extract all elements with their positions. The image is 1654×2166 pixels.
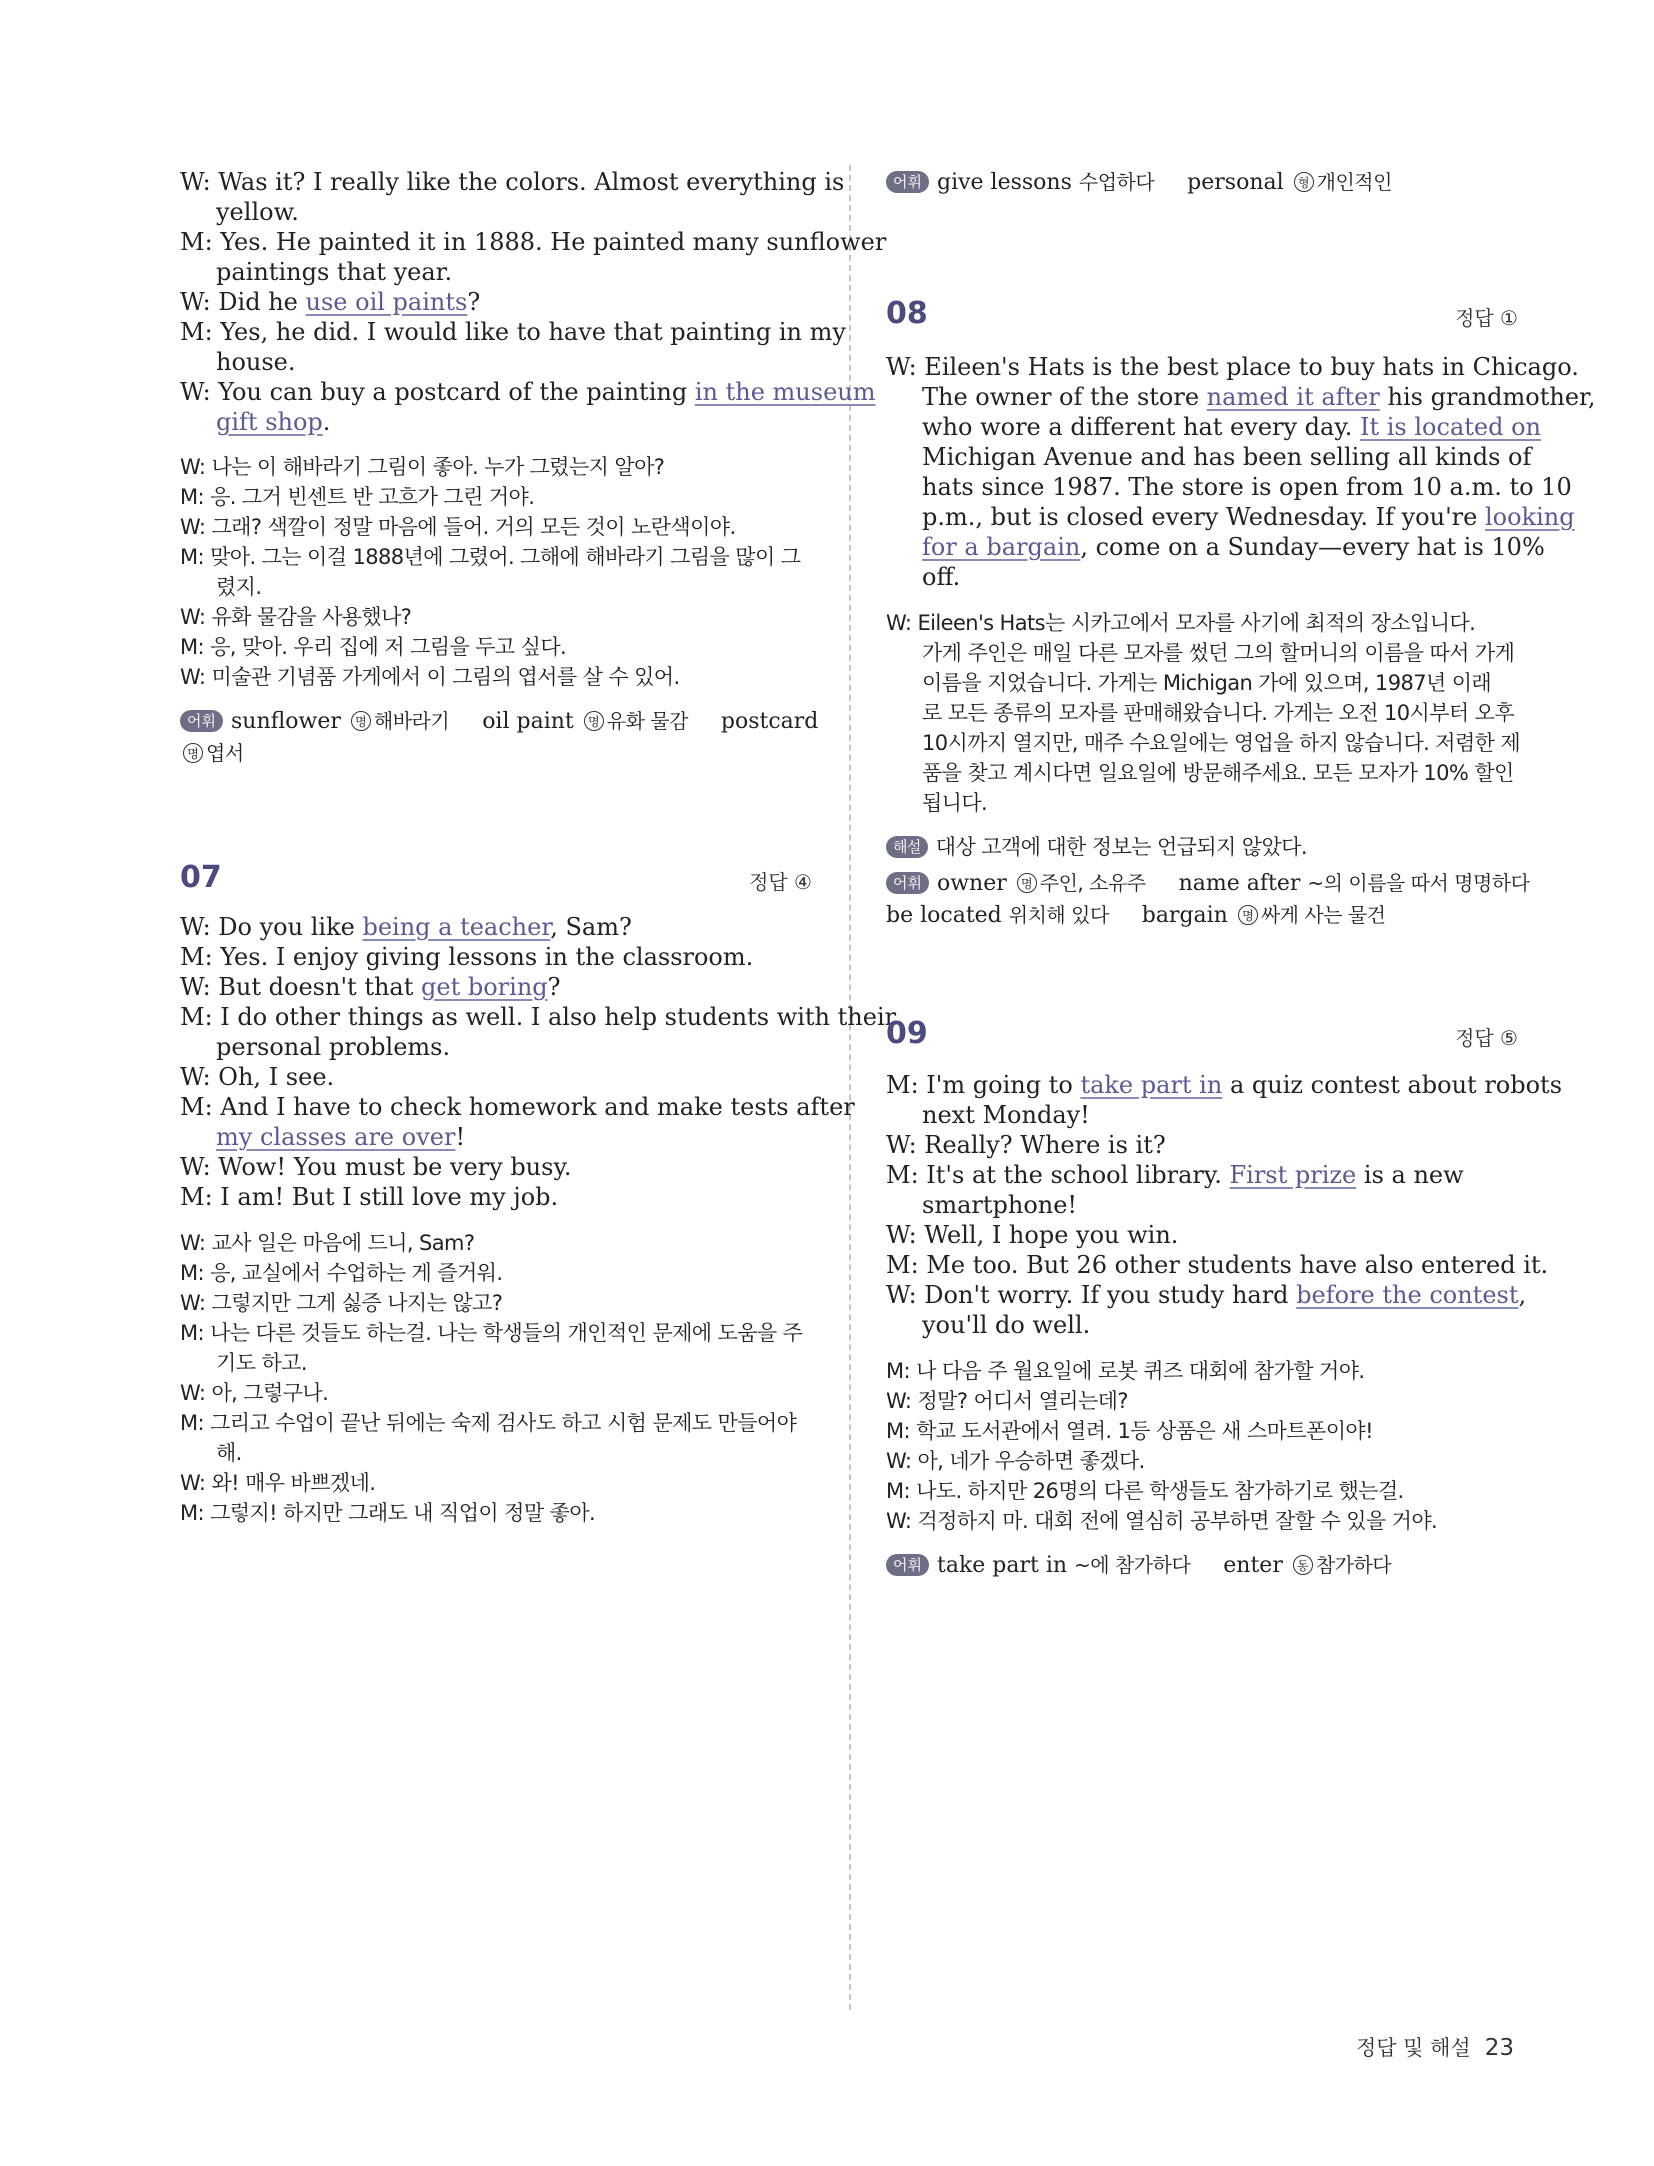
adjective-mark-icon: 형 xyxy=(1294,172,1314,192)
translation-line: W: 교사 일은 마음에 드니, Sam? xyxy=(180,1231,475,1255)
dialogue-line: off. xyxy=(922,563,961,591)
noun-mark-icon: 명 xyxy=(183,743,203,763)
question-number: 07 xyxy=(180,860,222,895)
question-number: 09 xyxy=(886,1016,928,1051)
vocabulary-line: 어휘 take part in ~에 참가하다 enter 동 참가하다 xyxy=(886,1550,1518,1581)
translation-line: W: 미술관 기념품 가게에서 이 그림의 엽서를 살 수 있어. xyxy=(180,665,680,689)
dialogue-line: M: I'm going to take part in a quiz contest about robots xyxy=(886,1071,1563,1099)
translation-line: W: 아, 네가 우승하면 좋겠다. xyxy=(886,1449,1145,1473)
translation-line: W: 정말? 어디서 열리는데? xyxy=(886,1389,1128,1413)
dialogue-line: M: And I have to check homework and make tests after xyxy=(180,1093,855,1121)
answer-label: 정답 ① xyxy=(1455,306,1518,330)
dialogue-line: gift shop. xyxy=(216,408,331,436)
dialogue-line: next Monday! xyxy=(922,1101,1090,1129)
translation-line: M: 그렇지! 하지만 그래도 내 직업이 정말 좋아. xyxy=(180,1501,596,1525)
vocab-badge: 어휘 xyxy=(886,872,929,894)
translation-line: M: 응, 교실에서 수업하는 게 즐거워. xyxy=(180,1261,503,1285)
dialogue-line: who wore a different hat every day. It is located on xyxy=(922,413,1541,441)
translation-line: M: 응. 그거 빈센트 반 고흐가 그린 거야. xyxy=(180,485,535,509)
dialogue-line: W: Do you like being a teacher, Sam? xyxy=(180,913,632,941)
dialogue-line: yellow. xyxy=(216,198,299,226)
dialogue-line: W: Well, I hope you win. xyxy=(886,1221,1179,1249)
translation-line: 10시까지 열지만, 매주 수요일에는 영업을 하지 않습니다. 저렴한 제 xyxy=(922,731,1521,755)
translation-line: W: 아, 그렇구나. xyxy=(180,1381,329,1405)
dialogue-line: M: Yes. I enjoy giving lessons in the classroom. xyxy=(180,943,754,971)
vocab-badge: 어휘 xyxy=(180,710,223,732)
dialogue-line: M: Yes. He painted it in 1888. He painted many sunflower xyxy=(180,228,887,256)
blank-answer: use oil paints xyxy=(305,288,468,316)
dialogue-line: W: But doesn't that get boring? xyxy=(180,973,561,1001)
dialogue-line: my classes are over! xyxy=(216,1123,466,1151)
dialogue-line: W: You can buy a postcard of the painting in the museum xyxy=(180,378,876,406)
dialogue-line: you'll do well. xyxy=(922,1311,1091,1339)
question-number: 08 xyxy=(886,296,928,331)
dialogue-line: M: Me too. But 26 other students have also entered it. xyxy=(886,1251,1549,1279)
translation-line: M: 나 다음 주 월요일에 로봇 퀴즈 대회에 참가할 거야. xyxy=(886,1359,1365,1383)
page-number: 23 xyxy=(1484,2035,1514,2061)
blank-answer: First prize xyxy=(1229,1161,1357,1189)
translation-line: 해. xyxy=(216,1441,242,1465)
dialogue-line: hats since 1987. The store is open from 10 a.m. to 10 xyxy=(922,473,1572,501)
blank-answer: in the museum xyxy=(694,378,876,406)
translation-line: 품을 찾고 계시다면 일요일에 방문해주세요. 모든 모자가 10% 할인 xyxy=(922,761,1514,785)
translation-line: M: 나도. 하지만 26명의 다른 학생들도 참가하기로 했는걸. xyxy=(886,1479,1404,1503)
blank-answer: named it after xyxy=(1206,383,1380,411)
dialogue-line: W: Did he use oil paints? xyxy=(180,288,481,316)
vocabulary-line: 어휘 give lessons 수업하다 personal 형 개인적인 xyxy=(886,167,1518,198)
page-footer xyxy=(1356,2032,1514,2062)
dialogue-line: smartphone! xyxy=(922,1191,1078,1219)
translation-line: W: 그래? 색깔이 정말 마음에 들어. 거의 모든 것이 노란색이야. xyxy=(180,515,736,539)
translation-line: 기도 하고. xyxy=(216,1351,307,1375)
answer-label: 정답 ⑤ xyxy=(1455,1026,1518,1050)
blank-answer: take part in xyxy=(1080,1071,1223,1099)
vocabulary-line: 어휘 sunflower 명 해바라기 oil paint 명 유화 물감 postcard xyxy=(180,706,812,737)
column-divider xyxy=(849,165,851,2010)
noun-mark-icon: 명 xyxy=(584,711,604,731)
dialogue-line: M: I do other things as well. I also help students with their xyxy=(180,1003,897,1031)
translation-line: W: 나는 이 해바라기 그림이 좋아. 누가 그렸는지 알아? xyxy=(180,455,665,479)
dialogue-line: M: It's at the school library. First prize is a new xyxy=(886,1161,1464,1189)
footer-label: 정답 및 해설 xyxy=(1355,2036,1471,2060)
dialogue-line: for a bargain, come on a Sunday—every hat is 10% xyxy=(922,533,1545,561)
dialogue-line: W: Was it? I really like the colors. Almost everything is xyxy=(180,168,845,196)
translation-line: M: 맞아. 그는 이걸 1888년에 그렸어. 그해에 해바라기 그림을 많이 그 xyxy=(180,545,801,569)
dialogue-line: personal problems. xyxy=(216,1033,451,1061)
vocab-badge: 어휘 xyxy=(886,1554,929,1576)
blank-answer: gift shop xyxy=(216,408,323,436)
translation-line: M: 응, 맞아. 우리 집에 저 그림을 두고 싶다. xyxy=(180,635,567,659)
dialogue-line: W: Don't worry. If you study hard before the contest, xyxy=(886,1281,1527,1309)
verb-mark-icon: 동 xyxy=(1293,1555,1313,1575)
translation-line: W: 유화 물감을 사용했나? xyxy=(180,605,412,629)
dialogue-line: W: Oh, I see. xyxy=(180,1063,335,1091)
noun-mark-icon: 명 xyxy=(1017,873,1037,893)
answer-label: 정답 ④ xyxy=(749,870,812,894)
dialogue-line: The owner of the store named it after his grandmother, xyxy=(922,383,1596,411)
blank-answer: It is located on xyxy=(1360,413,1541,441)
translation-line: 렸지. xyxy=(216,575,262,599)
translation-line: W: 걱정하지 마. 대회 전에 열심히 공부하면 잘할 수 있을 거야. xyxy=(886,1509,1438,1533)
translation-line: M: 나는 다른 것들도 하는걸. 나는 학생들의 개인적인 문제에 도움을 주 xyxy=(180,1321,803,1345)
blank-answer: for a bargain xyxy=(922,533,1081,561)
dialogue-line: M: Yes, he did. I would like to have that painting in my xyxy=(180,318,846,346)
explanation-badge: 해설 xyxy=(886,836,928,858)
blank-answer: looking xyxy=(1484,503,1575,531)
explanation-line: 해설 대상 고객에 대한 정보는 언급되지 않았다. xyxy=(886,832,1518,862)
dialogue-line: M: I am! But I still love my job. xyxy=(180,1183,559,1211)
blank-answer: before the contest xyxy=(1296,1281,1519,1309)
translation-line: W: 와! 매우 바쁘겠네. xyxy=(180,1471,376,1495)
dialogue-line: p.m., but is closed every Wednesday. If you're looking xyxy=(922,503,1575,531)
translation-line: W: Eileen's Hats는 시카고에서 모자를 사기에 최적의 장소입니다. xyxy=(886,611,1476,635)
translation-line: M: 학교 도서관에서 열려. 1등 상품은 새 스마트폰이야! xyxy=(886,1419,1373,1443)
translation-line: 가게 주인은 매일 다른 모자를 썼던 그의 할머니의 이름을 따서 가게 xyxy=(922,641,1515,665)
vocab-badge: 어휘 xyxy=(886,171,929,193)
vocabulary-line: 명 엽서 xyxy=(180,738,812,769)
blank-answer: my classes are over xyxy=(216,1123,456,1151)
vocabulary-line: 어휘 owner 명 주인, 소유주 name after ~의 이름을 따서 명명하다 xyxy=(886,868,1518,899)
dialogue-line: house. xyxy=(216,348,296,376)
translation-line: W: 그렇지만 그게 싫증 나지는 않고? xyxy=(180,1291,503,1315)
translation-line: M: 그리고 수업이 끝난 뒤에는 숙제 검사도 하고 시험 문제도 만들어야 xyxy=(180,1411,797,1435)
dialogue-line: Michigan Avenue and has been selling all kinds of xyxy=(922,443,1532,471)
dialogue-line: paintings that year. xyxy=(216,258,453,286)
blank-answer: being a teacher xyxy=(362,913,551,941)
translation-line: 로 모든 종류의 모자를 판매해왔습니다. 가게는 오전 10시부터 오후 xyxy=(922,701,1515,725)
dialogue-line: W: Eileen's Hats is the best place to buy hats in Chicago. xyxy=(886,353,1579,381)
noun-mark-icon: 명 xyxy=(1238,905,1258,925)
dialogue-line: W: Really? Where is it? xyxy=(886,1131,1166,1159)
translation-line: 됩니다. xyxy=(922,791,988,815)
dialogue-line: W: Wow! You must be very busy. xyxy=(180,1153,572,1181)
translation-line: 이름을 지었습니다. 가게는 Michigan 가에 있으며, 1987년 이래 xyxy=(922,671,1492,695)
blank-answer: get boring xyxy=(421,973,548,1001)
vocabulary-line: be located 위치해 있다 bargain 명 싸게 사는 물건 xyxy=(886,903,1386,928)
noun-mark-icon: 명 xyxy=(351,711,371,731)
